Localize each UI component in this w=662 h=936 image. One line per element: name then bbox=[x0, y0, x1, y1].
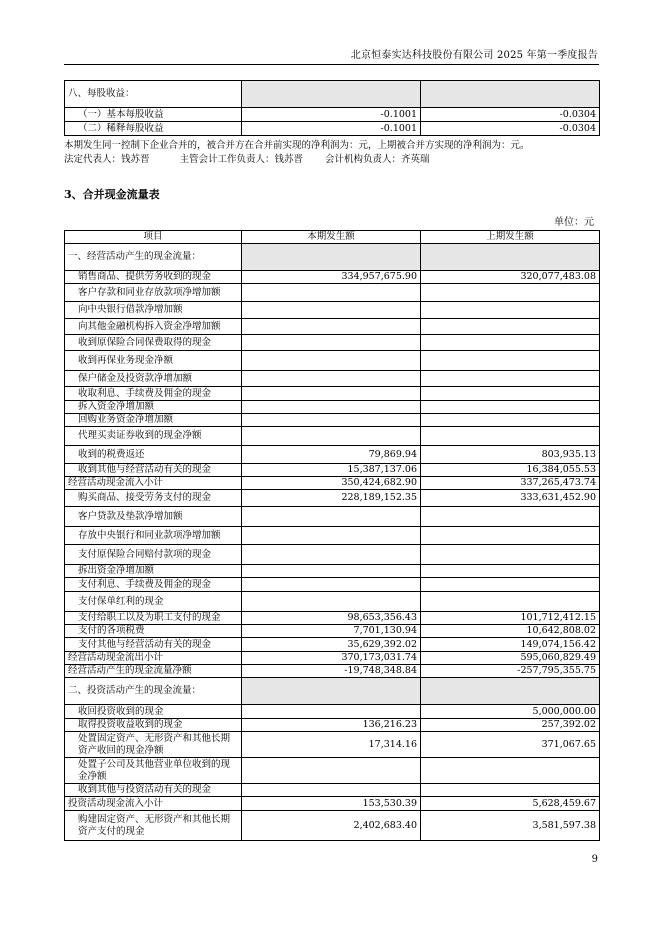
current-value: 7,701,130.94 bbox=[242, 625, 421, 638]
table-row bbox=[65, 446, 600, 464]
current-value: 334,957,675.90 bbox=[242, 271, 421, 284]
current-value: 350,424,682.90 bbox=[242, 477, 421, 490]
row-label: 拆出资金净增加额 bbox=[65, 565, 242, 578]
current-value: 35,629,392.02 bbox=[242, 638, 421, 652]
table-row bbox=[65, 705, 600, 719]
table-row bbox=[65, 81, 600, 108]
previous-value: -0.0304 bbox=[421, 108, 600, 122]
table-row bbox=[65, 108, 600, 122]
eps-section-label: 八、每股收益： bbox=[65, 81, 242, 108]
previous-value: 337,265,473.74 bbox=[421, 477, 600, 490]
table-row bbox=[65, 811, 600, 841]
previous-value bbox=[421, 371, 600, 387]
row-label: 支付利息、手续费及佣金的现金 bbox=[65, 578, 242, 592]
previous-value bbox=[421, 284, 600, 302]
eps-table bbox=[64, 80, 600, 136]
current-value bbox=[242, 414, 421, 427]
previous-value: 803,935.13 bbox=[421, 446, 600, 464]
previous-value bbox=[421, 592, 600, 612]
row-label: 支付原保险合同赔付款项的现金 bbox=[65, 545, 242, 565]
table-row bbox=[65, 652, 600, 665]
row-label: 收回投资收到的现金 bbox=[65, 705, 242, 719]
table-row bbox=[65, 732, 600, 758]
row-label: 收到其他与经营活动有关的现金 bbox=[65, 464, 242, 477]
row-label: 收取利息、手续费及佣金的现金 bbox=[65, 387, 242, 401]
section-row bbox=[65, 678, 600, 705]
table-row bbox=[65, 638, 600, 652]
table-row bbox=[65, 719, 600, 732]
previous-value bbox=[421, 507, 600, 527]
table-row bbox=[65, 612, 600, 625]
table-row bbox=[65, 319, 600, 335]
table-row bbox=[65, 271, 600, 284]
previous-value bbox=[421, 758, 600, 784]
row-label: 处置子公司及其他营业单位收到的现金净额 bbox=[65, 758, 242, 784]
previous-value: 5,628,459.67 bbox=[421, 797, 600, 811]
table-row bbox=[65, 284, 600, 302]
current-value: 228,189,152.35 bbox=[242, 490, 421, 507]
table-row bbox=[65, 507, 600, 527]
table-header-row bbox=[65, 231, 600, 244]
row-label: 购买商品、接受劳务支付的现金 bbox=[65, 490, 242, 507]
row-label: 取得投资收益收到的现金 bbox=[65, 719, 242, 732]
row-label: 回购业务资金净增加额 bbox=[65, 414, 242, 427]
accounting-org-head: 会计机构负责人：齐英瑞 bbox=[325, 154, 430, 165]
current-value bbox=[242, 284, 421, 302]
previous-value: 320,077,483.08 bbox=[421, 271, 600, 284]
row-label: 经营活动现金流出小计 bbox=[65, 652, 242, 665]
row-label: 存放中央银行和同业款项净增加额 bbox=[65, 527, 242, 545]
unit-label: 单位：元 bbox=[554, 217, 594, 228]
previous-value bbox=[421, 427, 600, 446]
previous-value bbox=[421, 244, 600, 271]
previous-value: 595,060,829.49 bbox=[421, 652, 600, 665]
row-label: 支付的各项税费 bbox=[65, 625, 242, 638]
current-value bbox=[242, 335, 421, 351]
current-value bbox=[242, 784, 421, 797]
col-header-item: 项目 bbox=[65, 231, 242, 244]
current-value bbox=[242, 758, 421, 784]
row-label: 客户存款和同业存放款项净增加额 bbox=[65, 284, 242, 302]
previous-value bbox=[421, 351, 600, 371]
previous-value: 3,581,597.38 bbox=[421, 811, 600, 841]
table-row bbox=[65, 797, 600, 811]
table-row bbox=[65, 625, 600, 638]
previous-value bbox=[421, 545, 600, 565]
previous-value bbox=[421, 565, 600, 578]
legal-representative: 法定代表人：钱苏晋 bbox=[64, 154, 150, 165]
current-value: 15,387,137.06 bbox=[242, 464, 421, 477]
row-label: 收到再保业务现金净额 bbox=[65, 351, 242, 371]
table-row bbox=[65, 758, 600, 784]
previous-value bbox=[421, 387, 600, 401]
table-row bbox=[65, 371, 600, 387]
section-row bbox=[65, 244, 600, 271]
previous-value: 5,000,000.00 bbox=[421, 705, 600, 719]
table-row bbox=[65, 578, 600, 592]
previous-value bbox=[421, 302, 600, 319]
current-value: 79,869.94 bbox=[242, 446, 421, 464]
row-label: 收到其他与投资活动有关的现金 bbox=[65, 784, 242, 797]
current-value: 17,314.16 bbox=[242, 732, 421, 758]
previous-value bbox=[421, 678, 600, 705]
table-row bbox=[65, 351, 600, 371]
row-label: 向其他金融机构拆入资金净增加额 bbox=[65, 319, 242, 335]
previous-value bbox=[421, 578, 600, 592]
table-row bbox=[65, 427, 600, 446]
current-value bbox=[242, 705, 421, 719]
current-value bbox=[242, 545, 421, 565]
row-label: 经营活动现金流入小计 bbox=[65, 477, 242, 490]
previous-value: 371,067.65 bbox=[421, 732, 600, 758]
cashflow-table bbox=[64, 230, 600, 841]
current-value bbox=[242, 244, 421, 271]
section-title: 3、合并现金流量表 bbox=[64, 188, 160, 201]
current-value: 153,530.39 bbox=[242, 797, 421, 811]
previous-value bbox=[421, 335, 600, 351]
table-row bbox=[65, 414, 600, 427]
row-label: 代理买卖证券收到的现金净额 bbox=[65, 427, 242, 446]
row-label: 二、投资活动产生的现金流量： bbox=[65, 678, 242, 705]
previous-value: 257,392.02 bbox=[421, 719, 600, 732]
current-value: 370,173,031.74 bbox=[242, 652, 421, 665]
current-value: 2,402,683.40 bbox=[242, 811, 421, 841]
current-value bbox=[242, 507, 421, 527]
row-label: 客户贷款及垫款净增加额 bbox=[65, 507, 242, 527]
row-label: 处置固定资产、无形资产和其他长期资产收回的现金净额 bbox=[65, 732, 242, 758]
previous-value: 333,631,452.90 bbox=[421, 490, 600, 507]
current-value bbox=[242, 351, 421, 371]
col-header-current: 本期发生额 bbox=[242, 231, 421, 244]
current-value bbox=[242, 592, 421, 612]
row-label: 拆入资金净增加额 bbox=[65, 401, 242, 414]
current-value bbox=[242, 401, 421, 414]
current-value: -0.1001 bbox=[242, 108, 421, 122]
table-row bbox=[65, 477, 600, 490]
table-row bbox=[65, 122, 600, 136]
previous-value: -257,795,355.75 bbox=[421, 665, 600, 678]
row-label: 购建固定资产、无形资产和其他长期资产支付的现金 bbox=[65, 811, 242, 841]
table-row bbox=[65, 565, 600, 578]
row-label: 投资活动现金流入小计 bbox=[65, 797, 242, 811]
row-label: 一、经营活动产生的现金流量： bbox=[65, 244, 242, 271]
table-row bbox=[65, 490, 600, 507]
current-value: -19,748,348.84 bbox=[242, 665, 421, 678]
row-label: 经营活动产生的现金流量净额 bbox=[65, 665, 242, 678]
current-value bbox=[242, 319, 421, 335]
accounting-head: 主管会计工作负责人：钱苏晋 bbox=[179, 154, 304, 165]
current-value: 136,216.23 bbox=[242, 719, 421, 732]
table-row bbox=[65, 527, 600, 545]
current-value bbox=[242, 527, 421, 545]
table-row bbox=[65, 335, 600, 351]
row-label: 收到原保险合同保费取得的现金 bbox=[65, 335, 242, 351]
row-label: 向中央银行借款净增加额 bbox=[65, 302, 242, 319]
previous-value: 149,074,156.42 bbox=[421, 638, 600, 652]
page-number: 9 bbox=[591, 854, 598, 865]
current-value bbox=[242, 371, 421, 387]
signature-line bbox=[64, 151, 430, 165]
current-value bbox=[242, 565, 421, 578]
col-header-previous: 上期发生额 bbox=[421, 231, 600, 244]
table-row bbox=[65, 545, 600, 565]
previous-value: 101,712,412.15 bbox=[421, 612, 600, 625]
previous-value bbox=[421, 414, 600, 427]
current-value bbox=[242, 578, 421, 592]
previous-value bbox=[421, 784, 600, 797]
table-row bbox=[65, 665, 600, 678]
row-label: 支付其他与经营活动有关的现金 bbox=[65, 638, 242, 652]
header-divider bbox=[64, 64, 599, 65]
previous-value bbox=[421, 401, 600, 414]
table-row bbox=[65, 387, 600, 401]
table-row bbox=[65, 302, 600, 319]
previous-value bbox=[421, 527, 600, 545]
current-value bbox=[242, 678, 421, 705]
row-label: 支付保单红利的现金 bbox=[65, 592, 242, 612]
row-label: 销售商品、提供劳务收到的现金 bbox=[65, 271, 242, 284]
row-label: 支付给职工以及为职工支付的现金 bbox=[65, 612, 242, 625]
previous-value: 10,642,808.02 bbox=[421, 625, 600, 638]
row-label: （一）基本每股收益 bbox=[65, 108, 242, 122]
table-row bbox=[65, 784, 600, 797]
report-header-title: 北京恒泰实达科技股份有限公司 2025 年第一季度报告 bbox=[350, 50, 598, 61]
previous-value: 16,384,055.53 bbox=[421, 464, 600, 477]
current-value: -0.1001 bbox=[242, 122, 421, 136]
current-value bbox=[242, 427, 421, 446]
merger-note: 本期发生同一控制下企业合并的，被合并方在合并前实现的净利润为：元，上期被合并方实现的净利润为：元。 bbox=[64, 140, 530, 151]
row-label: （二）稀释每股收益 bbox=[65, 122, 242, 136]
current-value bbox=[242, 387, 421, 401]
current-value: 98,653,356.43 bbox=[242, 612, 421, 625]
table-row bbox=[65, 464, 600, 477]
previous-value: -0.0304 bbox=[421, 122, 600, 136]
row-label: 保户储金及投资款净增加额 bbox=[65, 371, 242, 387]
previous-value bbox=[421, 319, 600, 335]
table-row bbox=[65, 592, 600, 612]
row-label: 收到的税费返还 bbox=[65, 446, 242, 464]
table-row bbox=[65, 401, 600, 414]
current-value bbox=[242, 302, 421, 319]
